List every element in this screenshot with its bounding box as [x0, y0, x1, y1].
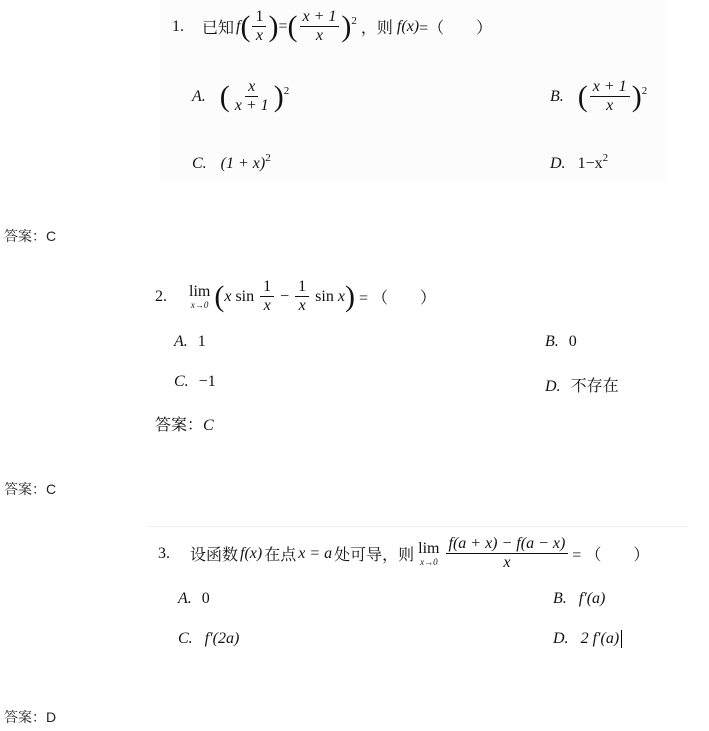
expr-fx: f(x) — [240, 544, 263, 562]
q1-option-a: A. ( $\frac{x}{x + 1}$ ) 2 — [192, 78, 290, 114]
option-value: 不存在 — [570, 378, 619, 395]
question-3-text-b: 在点 — [264, 547, 297, 564]
q3-option-b — [553, 590, 605, 608]
question-1-fx: f(x) — [396, 17, 420, 35]
q3-option-c — [178, 630, 239, 648]
q3-option-a — [178, 590, 210, 608]
option-value: 1 — [197, 333, 206, 350]
q2-option-c — [174, 373, 216, 391]
expr-x-eq-a: x = a — [298, 544, 333, 562]
option-label: B. — [550, 87, 564, 105]
option-value: f′(2a) — [204, 630, 240, 647]
q2-option-d — [545, 373, 619, 396]
option-label: D. — [550, 155, 566, 172]
q1-option-b: B. ( $\frac{x + 1}{x}$ ) 2 — [550, 78, 648, 114]
question-1-blank: =（ ） — [419, 20, 493, 37]
option-label: C. — [178, 630, 193, 647]
option-value: f′(a) — [578, 590, 606, 607]
question-3-stem — [158, 535, 649, 572]
fraction-x-over-x-plus-1: $\frac{x}{x + 1}$ — [234, 78, 269, 114]
option-label: D. — [553, 630, 569, 647]
option-label: B. — [545, 333, 559, 350]
equals-sign: = — [278, 17, 288, 35]
exponent: 2 — [602, 152, 609, 164]
option-value: 0 — [201, 590, 210, 607]
exponent: 2 — [351, 14, 357, 27]
question-2-answer: 答案：C — [4, 481, 57, 497]
option-label: A. — [192, 87, 206, 105]
limit-operator — [189, 284, 210, 310]
lim-subscript: x→0 — [420, 556, 438, 567]
exponent: 2 — [641, 84, 648, 97]
limit-fraction — [446, 535, 569, 572]
inline-answer-label: 答案： — [155, 417, 204, 434]
q1-option-d — [550, 152, 609, 173]
question-3-text-a: 设函数 — [190, 547, 239, 564]
lim-text: lim — [418, 539, 440, 557]
question-1-known-text: 已知 — [202, 20, 235, 37]
question-2-inline-answer — [155, 412, 214, 435]
option-label: A. — [178, 590, 192, 607]
q2-option-b — [545, 333, 577, 351]
lim-subscript: x→0 — [190, 299, 209, 310]
fraction-x-plus-1-over-x: $\frac{x + 1}{x}$ — [590, 78, 630, 115]
q1-option-c — [192, 152, 271, 173]
fraction-1-over-x: $\frac{1}{x}$ — [252, 8, 266, 45]
question-2-number: 2. — [155, 287, 167, 305]
question-1-then-text: ，则 — [360, 20, 393, 37]
q3-option-d — [553, 630, 622, 648]
option-value: 2 f′(a) — [580, 630, 620, 647]
option-label: A. — [174, 333, 188, 350]
fraction-1-over-x: $\frac{1}{x}$ — [295, 278, 309, 315]
question-1-answer: 答案：C — [4, 228, 57, 244]
question-2-stem: 2. lim x→0 ( x sin $\frac{1}{x}$ − $\frac{1}{x}$ sin x ) = （ ） — [155, 278, 436, 314]
question-1-number: 1. — [172, 17, 184, 35]
inline-answer-value: C — [203, 417, 214, 434]
exponent: 2 — [265, 152, 271, 164]
question-3-divider — [148, 526, 688, 527]
option-label: B. — [553, 590, 567, 607]
exponent: 2 — [283, 84, 290, 97]
q2-option-a — [174, 333, 206, 351]
question-3-number: 3. — [158, 544, 170, 562]
question-3-blank: = （ ） — [572, 547, 650, 564]
expr-x: x — [337, 287, 345, 305]
limit-operator — [418, 541, 439, 567]
fraction-denominator: x — [503, 554, 511, 571]
question-1-stem: 1. 已知 f ( $\frac{1}{x}$ ) = ( $\frac{x + 1}{x}$ ) 2 ，则 f(x) =（ ） — [172, 8, 493, 44]
option-value: 1−x — [577, 155, 603, 172]
expr-x: x — [224, 287, 232, 305]
question-1-f: f — [236, 17, 241, 35]
option-label: C. — [192, 155, 207, 172]
option-label: D. — [545, 378, 561, 395]
option-value: 0 — [568, 333, 577, 350]
option-value: −1 — [198, 373, 216, 390]
option-value: (1 + x) — [220, 155, 266, 172]
fraction-numerator: f(a + x) − f(a − x) — [446, 535, 569, 554]
fraction-x-plus-1-over-x: $\frac{x + 1}{x}$ — [300, 8, 340, 45]
question-3-answer: 答案：D — [4, 709, 57, 725]
lim-text: lim — [189, 282, 211, 300]
option-label: C. — [174, 373, 189, 390]
fraction-1-over-x: $\frac{1}{x}$ — [260, 278, 274, 315]
text-cursor — [621, 630, 622, 648]
question-3-text-c: 处可导，则 — [334, 547, 415, 564]
question-2-blank: = （ ） — [358, 290, 436, 307]
